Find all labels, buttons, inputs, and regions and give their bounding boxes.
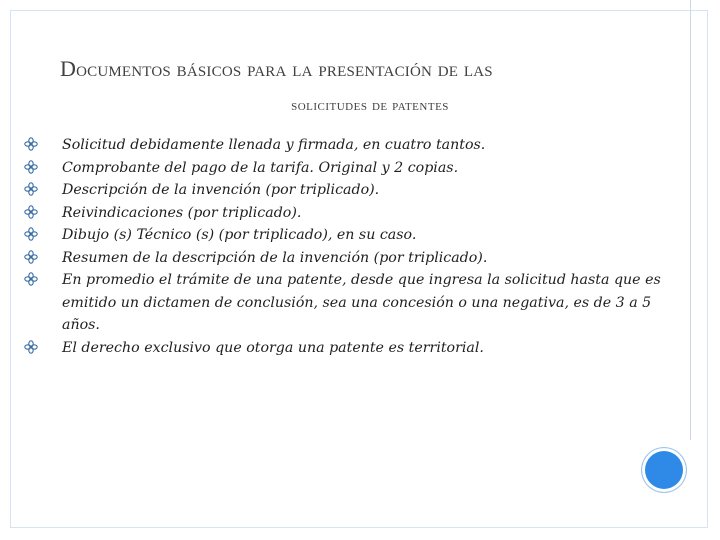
bullet-text: Comprobante del pago de la tarifa. Original y 2 copias. <box>62 159 459 176</box>
title-line-2: solicitudes de patentes <box>291 97 449 114</box>
bullet-text: En promedio el trámite de una patente, desde que ingresa la solicitud hasta que es emitido un dictamen de conclusión, sea una concesión o una negativa, es de 3 a 5 años. <box>62 272 661 333</box>
list-item <box>24 337 684 360</box>
list-item <box>24 157 684 180</box>
four-petal-flower-icon <box>24 182 38 196</box>
decorative-vertical-line <box>690 0 691 440</box>
decorative-blue-circle <box>642 448 686 492</box>
bullet-text: Solicitud debidamente llenada y firmada, en cuatro tantos. <box>62 137 486 153</box>
list-item <box>24 134 684 157</box>
bullet-text: El derecho exclusivo que otorga una patente es territorial. <box>62 339 484 356</box>
four-petal-flower-icon <box>24 227 38 241</box>
four-petal-flower-icon <box>24 250 38 264</box>
list-item <box>24 269 684 337</box>
bullet-text: Descripción de la invención (por triplicado). <box>62 182 380 198</box>
four-petal-flower-icon <box>24 272 38 286</box>
bullet-list <box>24 134 684 359</box>
bullet-text: Resumen de la descripción de la invención (por triplicado). <box>62 249 488 266</box>
list-item <box>24 224 684 247</box>
slide-title <box>60 58 680 114</box>
four-petal-flower-icon <box>24 205 38 219</box>
bullet-text: Reivindicaciones (por triplicado). <box>62 204 302 221</box>
four-petal-flower-icon <box>24 137 38 151</box>
list-item <box>24 202 684 225</box>
four-petal-flower-icon <box>24 160 38 174</box>
four-petal-flower-icon <box>24 340 38 354</box>
bullet-text: Dibujo (s) Técnico (s) (por triplicado), en su caso. <box>62 227 417 243</box>
list-item <box>24 179 684 202</box>
list-item <box>24 247 684 270</box>
title-line-1: Documentos básicos para la presentación de las <box>60 56 493 81</box>
